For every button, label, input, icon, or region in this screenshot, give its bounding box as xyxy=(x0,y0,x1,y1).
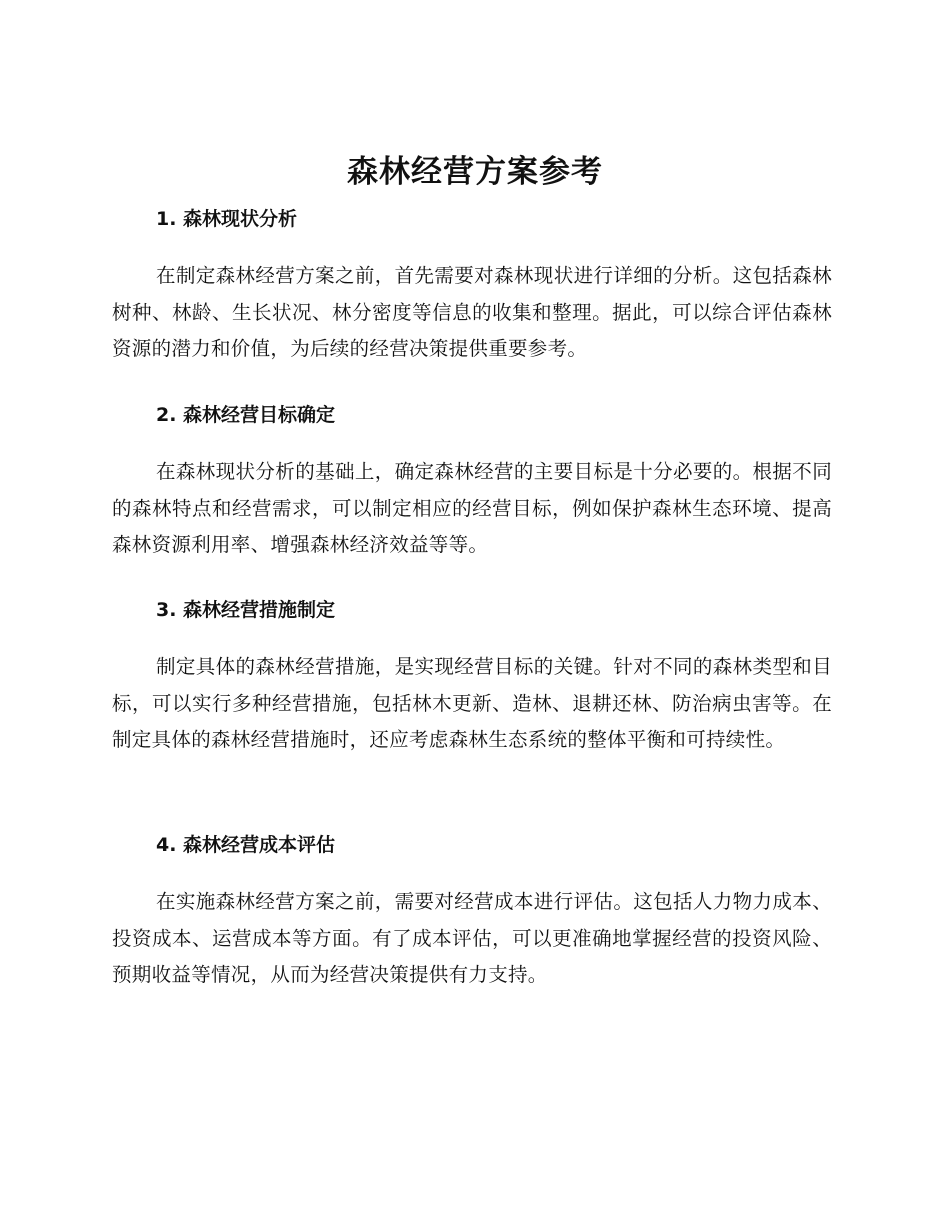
section-cost-evaluation xyxy=(112,830,832,994)
section-heading: 3. 森林经营措施制定 xyxy=(156,599,336,621)
section-paragraph: 制定具体的森林经营措施，是实现经营目标的关键。针对不同的森林类型和目标，可以实行多种经营措施，包括林木更新、造林、退耕还林、防治病虫害等。在制定具体的森林经营措施时，还应考虑森林生态系统的整体平衡和可持续性。 xyxy=(112,655,832,751)
section-paragraph: 在制定森林经营方案之前，首先需要对森林现状进行详细的分析。这包括森林树种、林龄、生长状况、林分密度等信息的收集和整理。据此，可以综合评估森林资源的潜力和价值，为后续的经营决策提供重要参考。 xyxy=(112,264,832,360)
section-goals xyxy=(112,400,832,564)
section-heading: 2. 森林经营目标确定 xyxy=(156,404,336,426)
page-title: 森林经营方案参考 xyxy=(347,154,603,190)
section-current-status xyxy=(112,204,832,368)
section-heading: 1. 森林现状分析 xyxy=(156,208,298,230)
section-heading: 4. 森林经营成本评估 xyxy=(156,834,336,856)
section-paragraph: 在实施森林经营方案之前，需要对经营成本进行评估。这包括人力物力成本、投资成本、运营成本等方面。有了成本评估，可以更准确地掌握经营的投资风险、预期收益等情况，从而为经营决策提供有力支持。 xyxy=(112,890,832,986)
section-measures xyxy=(112,595,832,759)
section-paragraph: 在森林现状分析的基础上，确定森林经营的主要目标是十分必要的。根据不同的森林特点和经营需求，可以制定相应的经营目标，例如保护森林生态环境、提高森林资源利用率、增强森林经济效益等等。 xyxy=(112,460,832,556)
